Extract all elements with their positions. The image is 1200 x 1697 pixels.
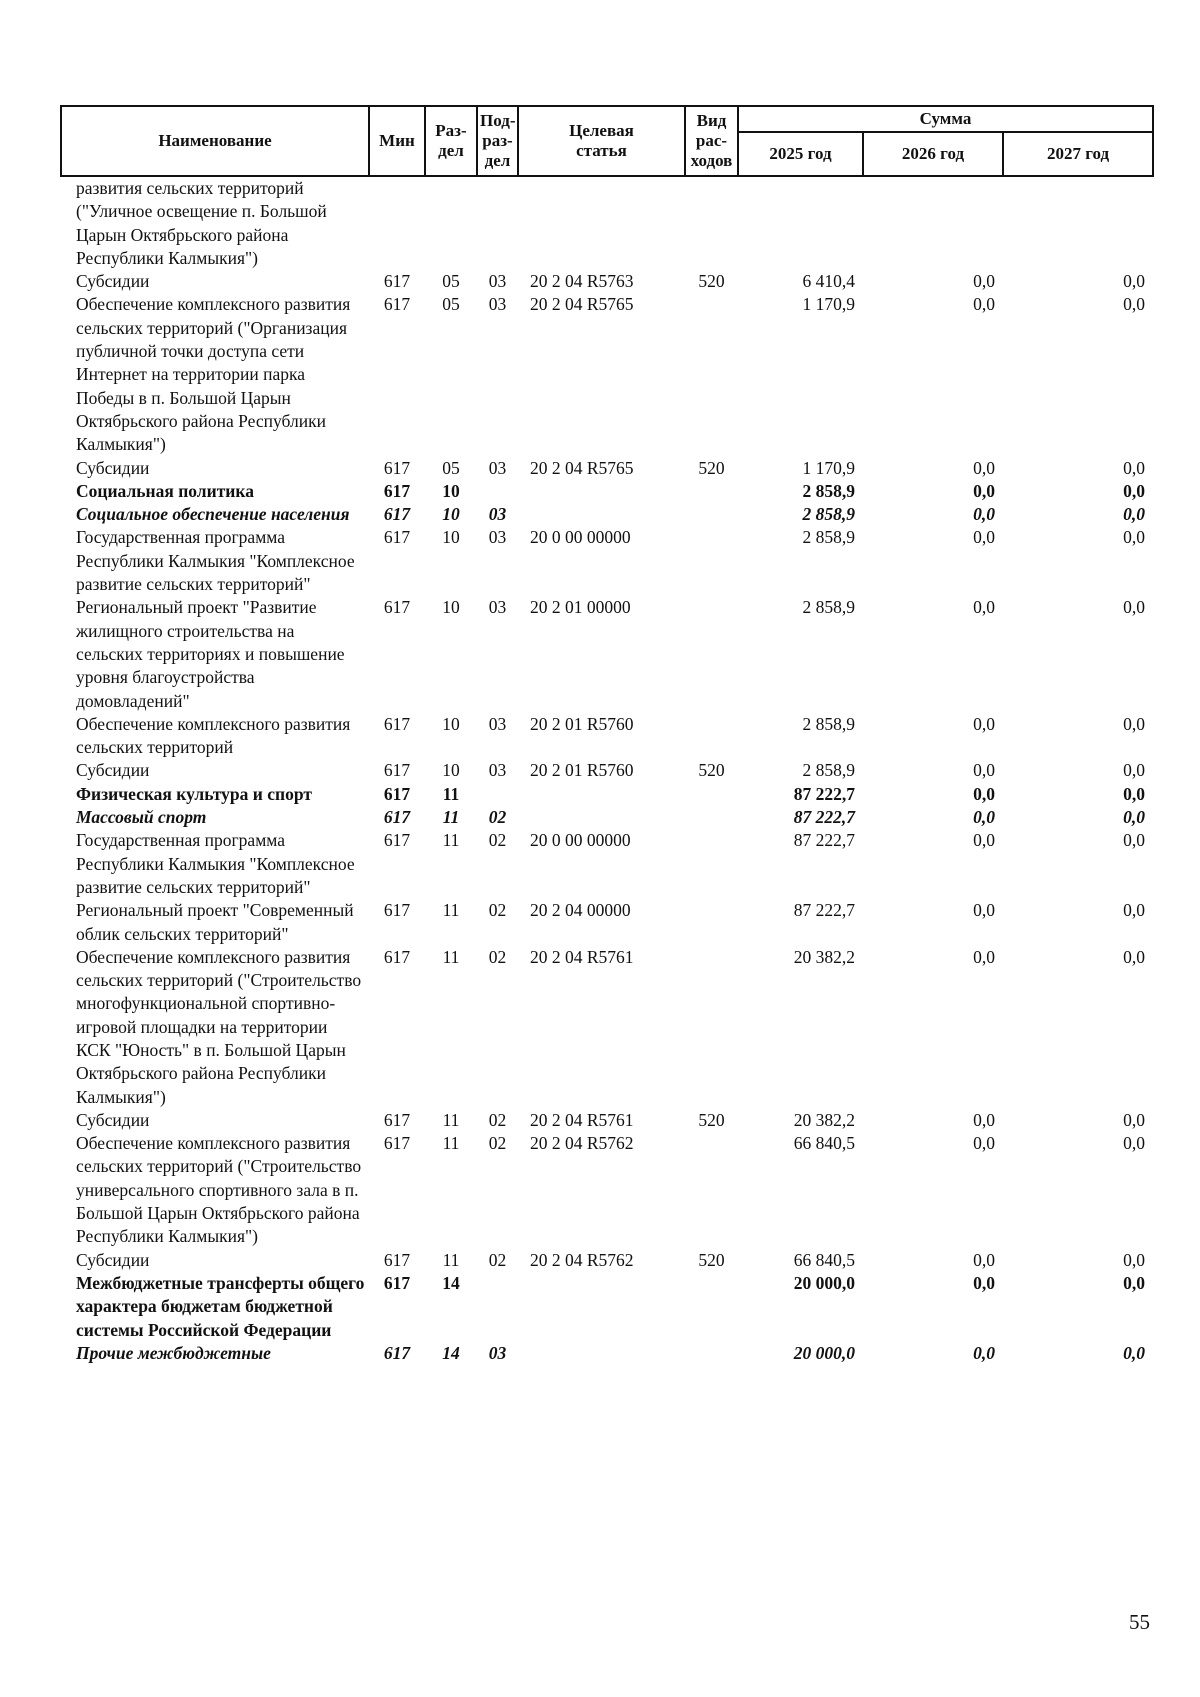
cell-name: Региональный проект "Современный облик сельских территорий" — [76, 900, 354, 944]
cell-razdel: 05 — [442, 294, 460, 315]
table-row — [61, 480, 1153, 503]
cell-name: Субсидии — [76, 457, 150, 478]
cell-name: Государственная программа Республики Калмыкия "Комплексное развитие сельских территорий" — [76, 527, 355, 595]
cell-min — [369, 176, 425, 270]
table-row — [61, 899, 1153, 946]
cell-min: 617 — [383, 294, 411, 315]
cell-podrazdel: 03 — [488, 294, 507, 315]
cell-podrazdel: 03 — [488, 1342, 507, 1363]
cell-razdel: 10 — [442, 480, 460, 501]
page-number: 55 — [1129, 1610, 1150, 1634]
cell-name: Субсидии — [76, 1109, 150, 1130]
cell-sum-2027 — [1003, 176, 1153, 270]
header-year-2026: 2026 год — [863, 132, 1003, 176]
table-row — [61, 806, 1153, 829]
cell-razdel: 11 — [442, 900, 460, 921]
cell-sum-2025: 2 858,9 — [802, 760, 855, 781]
cell-expense-type — [685, 526, 738, 596]
cell-sum-2026: 0,0 — [973, 1342, 995, 1363]
cell-razdel: 14 — [442, 1342, 460, 1363]
cell-podrazdel — [477, 176, 518, 270]
cell-min: 617 — [383, 760, 411, 781]
cell-sum-2026: 0,0 — [973, 271, 995, 292]
header-sum: Сумма — [738, 106, 1153, 132]
cell-target-article — [518, 783, 685, 806]
header-min: Мин — [369, 106, 425, 176]
cell-razdel: 11 — [442, 1133, 460, 1154]
cell-podrazdel: 02 — [488, 807, 507, 828]
cell-razdel: 11 — [442, 807, 460, 828]
cell-razdel: 10 — [442, 713, 460, 734]
table-row — [61, 759, 1153, 782]
cell-sum-2026: 0,0 — [973, 1249, 995, 1270]
cell-target-article: 20 2 01 R5760 — [530, 760, 634, 781]
cell-sum-2026: 0,0 — [973, 527, 995, 548]
cell-podrazdel: 03 — [488, 713, 507, 734]
cell-podrazdel: 03 — [488, 457, 507, 478]
cell-sum-2025: 1 170,9 — [802, 294, 855, 315]
cell-sum-2025: 87 222,7 — [793, 783, 855, 804]
cell-razdel: 11 — [442, 946, 460, 967]
cell-min: 617 — [383, 1109, 411, 1130]
cell-expense-type — [685, 783, 738, 806]
cell-podrazdel: 03 — [488, 597, 507, 618]
cell-razdel: 14 — [442, 1272, 460, 1293]
cell-target-article: 20 2 04 R5765 — [530, 294, 634, 315]
cell-sum-2025: 2 858,9 — [802, 480, 855, 501]
cell-sum-2026: 0,0 — [973, 1272, 995, 1293]
cell-sum-2027: 0,0 — [1123, 783, 1146, 804]
cell-sum-2025: 2 858,9 — [802, 713, 855, 734]
table-row — [61, 1132, 1153, 1248]
cell-razdel: 10 — [442, 527, 460, 548]
cell-sum-2027: 0,0 — [1123, 713, 1146, 734]
cell-sum-2027: 0,0 — [1123, 457, 1146, 478]
cell-razdel: 11 — [442, 783, 460, 804]
cell-target-article — [518, 480, 685, 503]
cell-expense-type — [685, 480, 738, 503]
cell-target-article: 20 2 04 R5762 — [530, 1133, 634, 1154]
cell-sum-2025: 2 858,9 — [802, 527, 855, 548]
cell-min: 617 — [383, 713, 411, 734]
cell-sum-2026: 0,0 — [973, 597, 995, 618]
cell-podrazdel: 02 — [488, 830, 507, 851]
header-expense-type: Вид рас- ходов — [685, 106, 738, 176]
cell-name: Прочие межбюджетные — [76, 1342, 271, 1363]
table-row — [61, 713, 1153, 760]
cell-name: Физическая культура и спорт — [76, 783, 312, 804]
cell-sum-2025: 2 858,9 — [802, 597, 855, 618]
cell-razdel: 05 — [442, 271, 460, 292]
cell-razdel: 05 — [442, 457, 460, 478]
cell-target-article — [518, 503, 685, 526]
cell-sum-2026: 0,0 — [973, 760, 995, 781]
cell-podrazdel: 03 — [488, 504, 507, 525]
cell-name: развития сельских территорий ("Уличное освещение п. Большой Царын Октябрьского района Республики Калмыкия") — [76, 178, 327, 268]
table-row — [61, 946, 1153, 1109]
table-row — [61, 1272, 1153, 1342]
cell-target-article: 20 2 04 R5763 — [530, 271, 634, 292]
cell-expense-type — [685, 829, 738, 899]
cell-target-article: 20 0 00 00000 — [530, 830, 631, 851]
table-header — [61, 106, 1153, 176]
cell-expense-type — [685, 596, 738, 712]
cell-min: 617 — [383, 597, 411, 618]
cell-expense-type — [685, 899, 738, 946]
cell-expense-type — [685, 176, 738, 270]
cell-sum-2026: 0,0 — [973, 457, 995, 478]
cell-sum-2027: 0,0 — [1123, 1249, 1146, 1270]
cell-podrazdel: 02 — [488, 1109, 507, 1130]
cell-sum-2025: 20 382,2 — [793, 1109, 855, 1130]
cell-podrazdel: 03 — [488, 271, 507, 292]
cell-sum-2026: 0,0 — [973, 294, 995, 315]
cell-sum-2025: 2 858,9 — [802, 504, 855, 525]
cell-name: Массовый спорт — [76, 807, 207, 828]
cell-podrazdel: 02 — [488, 946, 507, 967]
cell-sum-2025: 20 000,0 — [793, 1342, 855, 1363]
cell-target-article: 20 2 04 R5765 — [530, 457, 634, 478]
cell-min: 617 — [383, 807, 411, 828]
cell-sum-2025: 87 222,7 — [793, 807, 855, 828]
header-year-2027: 2027 год — [1003, 132, 1153, 176]
cell-podrazdel: 03 — [488, 527, 507, 548]
cell-name: Субсидии — [76, 760, 150, 781]
cell-target-article: 20 0 00 00000 — [530, 527, 631, 548]
cell-razdel — [425, 176, 477, 270]
cell-name: Государственная программа Республики Калмыкия "Комплексное развитие сельских территорий" — [76, 830, 355, 897]
cell-razdel: 11 — [442, 1249, 460, 1270]
cell-min: 617 — [383, 783, 411, 804]
cell-razdel: 11 — [442, 830, 460, 851]
table-row — [61, 503, 1153, 526]
cell-razdel: 11 — [442, 1109, 460, 1130]
cell-min: 617 — [383, 1272, 411, 1293]
cell-sum-2027: 0,0 — [1123, 504, 1146, 525]
cell-sum-2025 — [738, 176, 863, 270]
cell-name: Субсидии — [76, 271, 150, 292]
cell-expense-type: 520 — [698, 457, 725, 478]
cell-sum-2027: 0,0 — [1123, 480, 1146, 501]
cell-razdel: 10 — [442, 760, 460, 781]
cell-sum-2025: 1 170,9 — [802, 457, 855, 478]
cell-target-article: 20 2 01 R5760 — [530, 713, 634, 734]
table-row — [61, 1249, 1153, 1272]
cell-expense-type: 520 — [698, 760, 725, 781]
cell-razdel: 10 — [442, 504, 460, 525]
cell-name: Региональный проект "Развитие жилищного строительства на сельских территориях и повышение уровня благоустройства домовладений" — [76, 597, 345, 711]
cell-name: Обеспечение комплексного развития сельских территорий ("Строительство универсального спортивного зала в п. Большой Царын Октябрьского района Республики Калмыкия") — [76, 1133, 362, 1247]
cell-sum-2026: 0,0 — [973, 946, 995, 967]
table-row — [61, 526, 1153, 596]
cell-name: Субсидии — [76, 1249, 150, 1270]
cell-sum-2025: 66 840,5 — [793, 1133, 855, 1154]
cell-sum-2026 — [863, 176, 1003, 270]
cell-sum-2026: 0,0 — [973, 807, 995, 828]
cell-sum-2025: 87 222,7 — [793, 900, 855, 921]
cell-sum-2027: 0,0 — [1123, 597, 1146, 618]
cell-name: Межбюджетные трансферты общего характера бюджетам бюджетной системы Российской Федерации — [76, 1272, 365, 1340]
cell-min: 617 — [383, 830, 411, 851]
cell-sum-2025: 87 222,7 — [793, 830, 855, 851]
cell-sum-2027: 0,0 — [1123, 1342, 1146, 1363]
table-row — [61, 270, 1153, 293]
cell-sum-2027: 0,0 — [1123, 1133, 1146, 1154]
cell-target-article: 20 2 01 00000 — [530, 597, 631, 618]
cell-sum-2026: 0,0 — [973, 830, 995, 851]
cell-sum-2027: 0,0 — [1123, 760, 1146, 781]
cell-expense-type — [685, 946, 738, 1109]
cell-sum-2026: 0,0 — [973, 900, 995, 921]
cell-sum-2027: 0,0 — [1123, 830, 1146, 851]
cell-expense-type: 520 — [698, 271, 725, 292]
cell-expense-type — [685, 713, 738, 760]
cell-expense-type — [685, 293, 738, 456]
cell-target-article: 20 2 04 R5761 — [530, 1109, 634, 1130]
table-row — [61, 176, 1153, 270]
table-row — [61, 457, 1153, 480]
cell-sum-2025: 66 840,5 — [793, 1249, 855, 1270]
cell-sum-2027: 0,0 — [1123, 1109, 1146, 1130]
cell-min: 617 — [383, 527, 411, 548]
cell-expense-type: 520 — [698, 1109, 725, 1130]
cell-podrazdel — [477, 783, 518, 806]
header-year-2025: 2025 год — [738, 132, 863, 176]
table-row — [61, 293, 1153, 456]
cell-sum-2026: 0,0 — [973, 1133, 995, 1154]
cell-min: 617 — [383, 271, 411, 292]
cell-target-article — [518, 1342, 685, 1365]
cell-target-article — [518, 806, 685, 829]
cell-podrazdel: 03 — [488, 760, 507, 781]
cell-name: Обеспечение комплексного развития сельских территорий ("Организация публичной точки доступа сети Интернет на территории парка Победы в п. Большой Царын Октябрьского района Республики Калмыкия") — [76, 294, 351, 455]
cell-target-article — [518, 176, 685, 270]
cell-sum-2027: 0,0 — [1123, 1272, 1146, 1293]
cell-razdel: 10 — [442, 597, 460, 618]
header-podrazdel: Под- раз- дел — [477, 106, 518, 176]
cell-expense-type — [685, 806, 738, 829]
cell-sum-2025: 20 000,0 — [793, 1272, 855, 1293]
cell-expense-type: 520 — [698, 1249, 725, 1270]
cell-min: 617 — [383, 1342, 411, 1363]
table-row — [61, 596, 1153, 712]
table-row — [61, 829, 1153, 899]
budget-table — [60, 105, 1154, 1365]
cell-min: 617 — [383, 504, 411, 525]
cell-sum-2026: 0,0 — [973, 1109, 995, 1130]
cell-sum-2026: 0,0 — [973, 783, 995, 804]
cell-podrazdel: 02 — [488, 1249, 507, 1270]
cell-sum-2026: 0,0 — [973, 504, 995, 525]
cell-podrazdel: 02 — [488, 1133, 507, 1154]
cell-sum-2026: 0,0 — [973, 480, 995, 501]
cell-name: Обеспечение комплексного развития сельских территорий — [76, 713, 351, 758]
cell-sum-2025: 20 382,2 — [793, 946, 855, 967]
cell-sum-2027: 0,0 — [1123, 527, 1146, 548]
cell-name: Обеспечение комплексного развития сельских территорий ("Строительство многофункциональной спортивно-игровой площадки на территории КСК "Юность" в п. Большой Царын Октябрьского района Республики Калмыкия") — [76, 946, 362, 1107]
cell-min: 617 — [383, 1249, 411, 1270]
cell-min: 617 — [383, 457, 411, 478]
cell-sum-2027: 0,0 — [1123, 946, 1146, 967]
cell-min: 617 — [383, 480, 411, 501]
cell-podrazdel: 02 — [488, 900, 507, 921]
cell-sum-2027: 0,0 — [1123, 271, 1146, 292]
table-row — [61, 1109, 1153, 1132]
header-target-article: Целевая статья — [518, 106, 685, 176]
cell-podrazdel — [477, 480, 518, 503]
header-razdel: Раз- дел — [425, 106, 477, 176]
cell-target-article: 20 2 04 00000 — [530, 900, 631, 921]
cell-min: 617 — [383, 900, 411, 921]
cell-target-article — [518, 1272, 685, 1342]
cell-sum-2027: 0,0 — [1123, 294, 1146, 315]
cell-min: 617 — [383, 946, 411, 967]
table-row — [61, 783, 1153, 806]
cell-target-article: 20 2 04 R5761 — [530, 946, 634, 967]
cell-expense-type — [685, 1132, 738, 1248]
cell-name: Социальная политика — [76, 480, 254, 501]
cell-expense-type — [685, 1272, 738, 1342]
cell-podrazdel — [477, 1272, 518, 1342]
cell-min: 617 — [383, 1133, 411, 1154]
cell-sum-2026: 0,0 — [973, 713, 995, 734]
cell-name: Социальное обеспечение населения — [76, 504, 350, 525]
header-name: Наименование — [61, 106, 369, 176]
table-row — [61, 1342, 1153, 1365]
cell-sum-2025: 6 410,4 — [802, 271, 855, 292]
cell-sum-2027: 0,0 — [1123, 900, 1146, 921]
cell-sum-2027: 0,0 — [1123, 807, 1146, 828]
cell-expense-type — [685, 503, 738, 526]
cell-expense-type — [685, 1342, 738, 1365]
cell-target-article: 20 2 04 R5762 — [530, 1249, 634, 1270]
table-body — [61, 176, 1153, 1365]
